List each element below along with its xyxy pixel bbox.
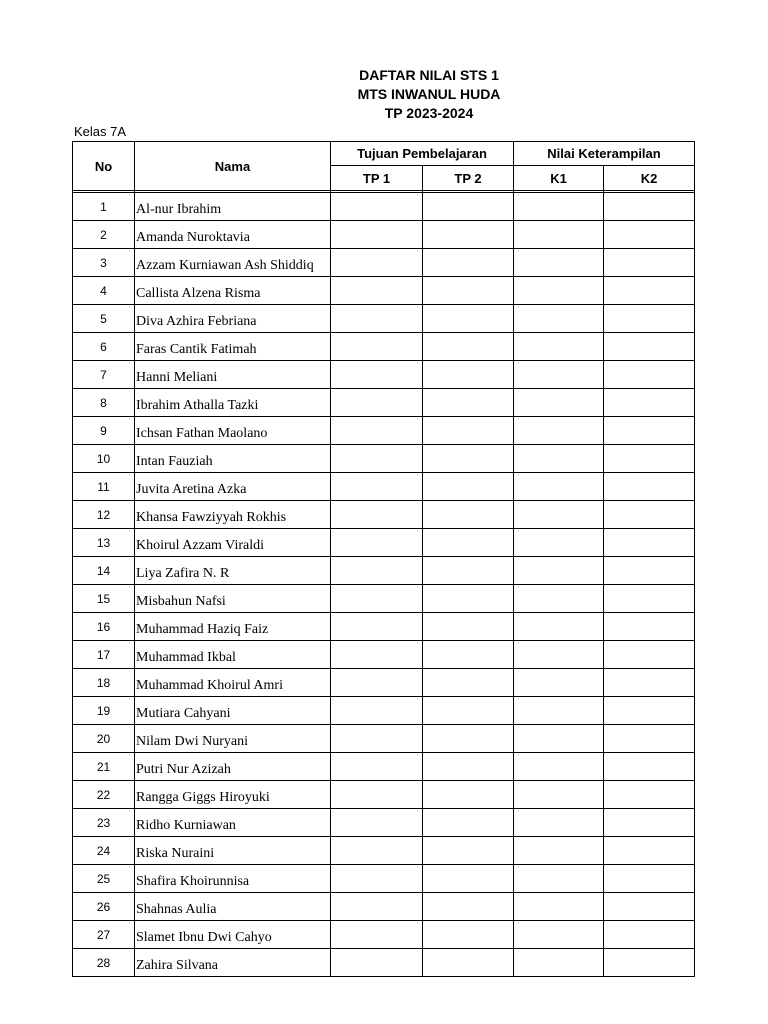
score-cell-tp1[interactable] (331, 221, 423, 249)
row-number: 6 (73, 333, 135, 361)
row-number: 7 (73, 361, 135, 389)
student-name: Slamet Ibnu Dwi Cahyo (135, 921, 331, 949)
table-row (73, 837, 695, 865)
col-header-k1: K1 (514, 166, 604, 191)
student-name: Misbahun Nafsi (135, 585, 331, 613)
score-cell-k1[interactable] (514, 445, 604, 473)
score-cell-tp2[interactable] (423, 417, 514, 445)
row-number: 28 (73, 949, 135, 977)
score-cell-k2[interactable] (604, 781, 695, 809)
score-cell-k1[interactable] (514, 865, 604, 893)
table-row (73, 753, 695, 781)
table-row (73, 585, 695, 613)
score-cell-tp1[interactable] (331, 809, 423, 837)
score-cell-tp1[interactable] (331, 333, 423, 361)
student-name: Amanda Nuroktavia (135, 221, 331, 249)
row-number: 16 (73, 613, 135, 641)
student-name: Muhammad Khoirul Amri (135, 669, 331, 697)
score-cell-tp1[interactable] (331, 725, 423, 753)
score-cell-k1[interactable] (514, 417, 604, 445)
score-cell-tp2[interactable] (423, 193, 514, 221)
student-name: Khoirul Azzam Viraldi (135, 529, 331, 557)
score-cell-k2[interactable] (604, 529, 695, 557)
row-number: 26 (73, 893, 135, 921)
score-cell-tp2[interactable] (423, 305, 514, 333)
score-cell-tp1[interactable] (331, 613, 423, 641)
score-cell-k1[interactable] (514, 585, 604, 613)
col-header-tp2: TP 2 (423, 166, 514, 191)
col-header-no: No (73, 142, 135, 191)
score-cell-k1[interactable] (514, 725, 604, 753)
score-cell-k1[interactable] (514, 473, 604, 501)
row-number: 22 (73, 781, 135, 809)
score-cell-k2[interactable] (604, 837, 695, 865)
score-cell-tp1[interactable] (331, 277, 423, 305)
row-number: 10 (73, 445, 135, 473)
score-cell-k2[interactable] (604, 445, 695, 473)
score-cell-k1[interactable] (514, 697, 604, 725)
table-row (73, 249, 695, 277)
table-row (73, 781, 695, 809)
score-cell-k1[interactable] (514, 641, 604, 669)
table-row (73, 529, 695, 557)
class-label: Kelas 7A (74, 124, 127, 139)
score-cell-k2[interactable] (604, 501, 695, 529)
score-cell-tp1[interactable] (331, 893, 423, 921)
score-cell-k1[interactable] (514, 837, 604, 865)
school-year: TP 2023-2024 (384, 105, 474, 121)
score-cell-tp2[interactable] (423, 445, 514, 473)
score-cell-k1[interactable] (514, 389, 604, 417)
table-row (73, 501, 695, 529)
score-cell-tp2[interactable] (423, 557, 514, 585)
table-row (73, 417, 695, 445)
row-number: 18 (73, 669, 135, 697)
score-cell-tp2[interactable] (423, 697, 514, 725)
table-row (73, 921, 695, 949)
score-cell-k2[interactable] (604, 725, 695, 753)
row-number: 4 (73, 277, 135, 305)
score-cell-tp2[interactable] (423, 949, 514, 977)
score-cell-k1[interactable] (514, 277, 604, 305)
table-row (73, 641, 695, 669)
row-number: 12 (73, 501, 135, 529)
score-cell-k1[interactable] (514, 921, 604, 949)
score-cell-tp2[interactable] (423, 753, 514, 781)
score-cell-tp1[interactable] (331, 697, 423, 725)
table-row (73, 669, 695, 697)
score-cell-k2[interactable] (604, 221, 695, 249)
score-cell-k1[interactable] (514, 529, 604, 557)
student-name: Callista Alzena Risma (135, 277, 331, 305)
score-cell-tp1[interactable] (331, 305, 423, 333)
table-row (73, 557, 695, 585)
table-row (73, 809, 695, 837)
student-name: Muhammad Ikbal (135, 641, 331, 669)
score-cell-k1[interactable] (514, 361, 604, 389)
row-number: 19 (73, 697, 135, 725)
row-number: 2 (73, 221, 135, 249)
score-cell-k2[interactable] (604, 753, 695, 781)
score-cell-tp2[interactable] (423, 585, 514, 613)
score-cell-tp2[interactable] (423, 893, 514, 921)
score-cell-k2[interactable] (604, 389, 695, 417)
student-name: Azzam Kurniawan Ash Shiddiq (135, 249, 331, 277)
score-cell-k2[interactable] (604, 949, 695, 977)
score-cell-k2[interactable] (604, 613, 695, 641)
score-cell-tp1[interactable] (331, 921, 423, 949)
student-name: Ichsan Fathan Maolano (135, 417, 331, 445)
table-row (73, 221, 695, 249)
score-cell-k1[interactable] (514, 613, 604, 641)
table-row (73, 305, 695, 333)
score-cell-k2[interactable] (604, 249, 695, 277)
score-cell-tp2[interactable] (423, 529, 514, 557)
score-cell-k1[interactable] (514, 809, 604, 837)
score-cell-k1[interactable] (514, 305, 604, 333)
score-cell-k2[interactable] (604, 473, 695, 501)
score-cell-tp1[interactable] (331, 417, 423, 445)
score-cell-tp1[interactable] (331, 641, 423, 669)
row-number: 8 (73, 389, 135, 417)
score-cell-tp1[interactable] (331, 389, 423, 417)
score-cell-k2[interactable] (604, 585, 695, 613)
score-cell-k2[interactable] (604, 277, 695, 305)
score-cell-tp1[interactable] (331, 949, 423, 977)
score-cell-k2[interactable] (604, 697, 695, 725)
student-name: Mutiara Cahyani (135, 697, 331, 725)
row-number: 13 (73, 529, 135, 557)
score-cell-tp2[interactable] (423, 613, 514, 641)
score-cell-tp2[interactable] (423, 725, 514, 753)
school-name: MTS INWANUL HUDA (357, 86, 501, 102)
score-cell-k2[interactable] (604, 809, 695, 837)
score-cell-k2[interactable] (604, 669, 695, 697)
score-cell-k2[interactable] (604, 193, 695, 221)
col-header-nama: Nama (135, 142, 331, 191)
score-cell-tp2[interactable] (423, 781, 514, 809)
score-cell-tp2[interactable] (423, 501, 514, 529)
score-cell-tp1[interactable] (331, 585, 423, 613)
table-body (73, 191, 695, 977)
student-name: Intan Fauziah (135, 445, 331, 473)
score-cell-k1[interactable] (514, 333, 604, 361)
score-cell-tp1[interactable] (331, 361, 423, 389)
row-number: 23 (73, 809, 135, 837)
score-cell-tp2[interactable] (423, 473, 514, 501)
row-number: 1 (73, 193, 135, 221)
score-cell-tp1[interactable] (331, 249, 423, 277)
score-cell-tp2[interactable] (423, 249, 514, 277)
score-cell-k1[interactable] (514, 753, 604, 781)
grades-table (72, 141, 695, 977)
score-cell-tp1[interactable] (331, 781, 423, 809)
score-cell-k1[interactable] (514, 781, 604, 809)
student-name: Khansa Fawziyyah Rokhis (135, 501, 331, 529)
score-cell-tp2[interactable] (423, 389, 514, 417)
score-cell-k2[interactable] (604, 865, 695, 893)
student-name: Shahnas Aulia (135, 893, 331, 921)
score-cell-k1[interactable] (514, 893, 604, 921)
student-name: Diva Azhira Febriana (135, 305, 331, 333)
score-cell-k2[interactable] (604, 921, 695, 949)
score-cell-k1[interactable] (514, 557, 604, 585)
student-name: Juvita Aretina Azka (135, 473, 331, 501)
score-cell-k1[interactable] (514, 949, 604, 977)
score-cell-tp1[interactable] (331, 501, 423, 529)
score-cell-tp1[interactable] (331, 193, 423, 221)
score-cell-k2[interactable] (604, 557, 695, 585)
student-name: Nilam Dwi Nuryani (135, 725, 331, 753)
row-number: 5 (73, 305, 135, 333)
row-number: 9 (73, 417, 135, 445)
table-row (73, 277, 695, 305)
student-name: Riska Nuraini (135, 837, 331, 865)
score-cell-k2[interactable] (604, 417, 695, 445)
table-row (73, 893, 695, 921)
row-number: 21 (73, 753, 135, 781)
table-row (73, 333, 695, 361)
table-row (73, 865, 695, 893)
score-cell-k2[interactable] (604, 361, 695, 389)
row-number: 11 (73, 473, 135, 501)
document-title: DAFTAR NILAI STS 1 (359, 67, 499, 83)
table-row (73, 725, 695, 753)
score-cell-k1[interactable] (514, 193, 604, 221)
score-cell-tp1[interactable] (331, 837, 423, 865)
student-name: Putri Nur Azizah (135, 753, 331, 781)
table-row (73, 193, 695, 221)
student-name: Zahira Silvana (135, 949, 331, 977)
row-number: 14 (73, 557, 135, 585)
col-group-tujuan-pembelajaran: Tujuan Pembelajaran (331, 142, 514, 166)
table-row (73, 445, 695, 473)
score-cell-tp1[interactable] (331, 445, 423, 473)
score-cell-tp2[interactable] (423, 809, 514, 837)
score-cell-k1[interactable] (514, 669, 604, 697)
score-cell-tp2[interactable] (423, 865, 514, 893)
score-cell-tp1[interactable] (331, 557, 423, 585)
score-cell-k2[interactable] (604, 641, 695, 669)
student-name: Ridho Kurniawan (135, 809, 331, 837)
score-cell-tp1[interactable] (331, 473, 423, 501)
student-name: Faras Cantik Fatimah (135, 333, 331, 361)
table-row (73, 613, 695, 641)
row-number: 24 (73, 837, 135, 865)
row-number: 3 (73, 249, 135, 277)
row-number: 15 (73, 585, 135, 613)
score-cell-k2[interactable] (604, 893, 695, 921)
student-name: Liya Zafira N. R (135, 557, 331, 585)
score-cell-tp1[interactable] (331, 865, 423, 893)
header-row-main (73, 142, 695, 166)
row-number: 20 (73, 725, 135, 753)
col-header-tp1: TP 1 (331, 166, 423, 191)
student-name: Rangga Giggs Hiroyuki (135, 781, 331, 809)
row-number: 27 (73, 921, 135, 949)
score-cell-k2[interactable] (604, 305, 695, 333)
student-name: Ibrahim Athalla Tazki (135, 389, 331, 417)
score-cell-tp2[interactable] (423, 361, 514, 389)
score-cell-tp2[interactable] (423, 669, 514, 697)
score-cell-tp2[interactable] (423, 333, 514, 361)
row-number: 25 (73, 865, 135, 893)
score-cell-tp2[interactable] (423, 921, 514, 949)
score-cell-tp2[interactable] (423, 221, 514, 249)
col-header-k2: K2 (604, 166, 695, 191)
student-name: Muhammad Haziq Faiz (135, 613, 331, 641)
table-row (73, 361, 695, 389)
score-cell-tp2[interactable] (423, 641, 514, 669)
score-cell-tp1[interactable] (331, 669, 423, 697)
table-row (73, 389, 695, 417)
score-cell-tp2[interactable] (423, 837, 514, 865)
score-cell-tp1[interactable] (331, 753, 423, 781)
table-row (73, 473, 695, 501)
student-name: Hanni Meliani (135, 361, 331, 389)
score-cell-tp1[interactable] (331, 529, 423, 557)
col-group-nilai-keterampilan: Nilai Keterampilan (514, 142, 695, 166)
student-name: Shafira Khoirunnisa (135, 865, 331, 893)
score-cell-k1[interactable] (514, 221, 604, 249)
row-number: 17 (73, 641, 135, 669)
table-row (73, 949, 695, 977)
table-row (73, 697, 695, 725)
score-cell-k1[interactable] (514, 249, 604, 277)
score-cell-k2[interactable] (604, 333, 695, 361)
score-cell-tp2[interactable] (423, 277, 514, 305)
student-name: Al-nur Ibrahim (135, 193, 331, 221)
score-cell-k1[interactable] (514, 501, 604, 529)
